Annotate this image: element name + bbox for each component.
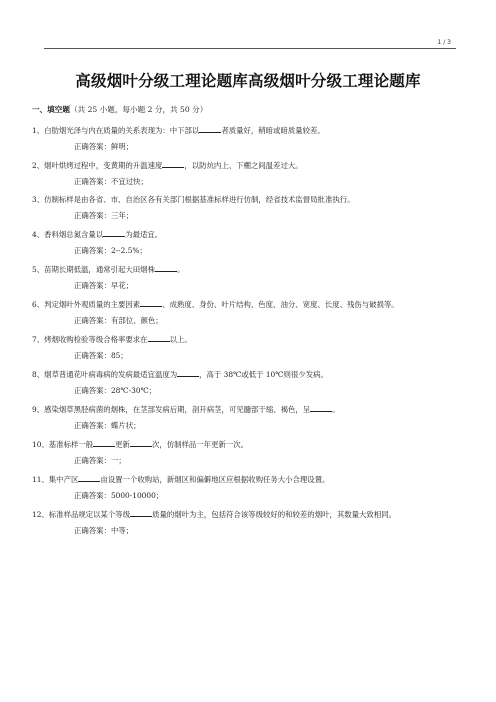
section-heading [32,104,207,115]
blank [199,124,221,133]
question-6: 6、判定烟叶外观质量的主要因素 、成熟度、身份、叶片结构、色度、油分、宽度、长度、残伤与破损等。 [32,300,399,309]
header-rule [44,48,456,49]
blank [162,159,184,168]
answer-10: 正确答案：一； [74,456,126,465]
question-2: 2、烟叶烘烤过程中，变黄期的升温速度 ，以防炕内上、下棚之间温差过大。 [32,161,303,170]
question-4: 4、香料烟总氮含量以 为最适宜。 [32,230,163,239]
answer-6: 正确答案：有部位、颜色； [74,316,163,325]
blank [130,438,152,447]
blank [78,473,100,482]
page-number: 1 / 3 [437,39,451,46]
document-title: 高级烟叶分级工理论题库高级烟叶分级工理论题库 [75,72,421,90]
answer-4: 正确答案：2--2.5%； [74,246,147,255]
question-list [32,124,464,543]
answer-3: 正确答案：三年； [74,211,134,220]
question-12: 12、标准样品规定以某个等级 质量的烟叶为主，包括符合该等级较好的和较差的烟叶，其数量大致相同。 [32,510,396,519]
blank [155,263,177,272]
answer-5: 正确答案：早花； [74,281,134,290]
question-5: 5、苗期长期低温，通常引起大田烟株 。 [32,265,185,274]
question-10: 10、基准标样一般 更新 次，仿制样品一年更新一次。 [32,440,249,449]
question-3: 3、仿制标样是由各省、市、自治区各有关部门根据基准标样进行仿制，经省技术监督局批准执行。 [32,195,355,204]
answer-12: 正确答案：中等； [74,526,134,535]
answer-9: 正确答案：蝶片状； [74,421,141,430]
blank [103,228,125,237]
answer-1: 正确答案：鲜明； [74,142,134,151]
answer-2: 正确答案：不宜过快； [74,177,148,186]
answer-7: 正确答案：85； [74,351,128,360]
blank [148,333,170,342]
section-heading-label: 一、填空题 [32,105,70,114]
blank [310,403,332,412]
blank [93,438,115,447]
answer-11: 正确答案：5000-10000； [74,491,164,500]
question-9: 9、感染烟草黑胫病菌的烟株，在茎部发病后期，剖开病茎，可见髓部干缩、褐色，呈 。 [32,405,340,414]
blank [177,368,199,377]
question-8: 8、烟草普通花叶病毒病的发病最适宜温度为 ，高于 38℃或低于 10℃则很少发病。 [32,370,328,379]
answer-8: 正确答案：28℃-30℃； [74,386,157,395]
blank [130,508,152,517]
question-7: 7、烤烟收购检验等级合格率要求在 以上。 [32,335,192,344]
blank [140,298,162,307]
section-heading-note: （共 25 小题，每小题 2 分，共 50 分） [69,105,208,114]
question-1: 1、白肋烟光泽与内在质量的关系表现为：中下部以 者质量好，稍暗或暗质量较差。 [32,126,325,135]
question-11: 11、集中产区 亩设置一个收购站，新烟区和偏僻地区应根据收购任务大小合理设置。 [32,475,330,484]
